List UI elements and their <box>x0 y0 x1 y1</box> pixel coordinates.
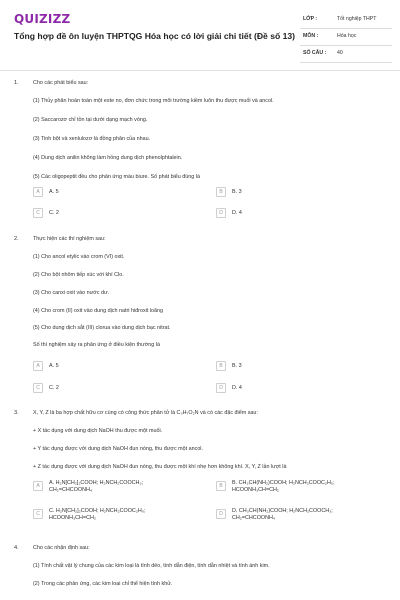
question-prompt: Cho các phát biểu sau: <box>33 80 89 86</box>
option-letter: C <box>33 509 43 519</box>
answer-option-c[interactable] <box>33 206 59 220</box>
option-letter: A <box>33 187 43 197</box>
option-line: HCOONH₃CH=CH₂ <box>232 487 279 493</box>
answer-option-d[interactable] <box>216 381 242 395</box>
option-letter: B <box>216 187 226 197</box>
option-line: HCOONH₃CH=CH₂ <box>49 515 96 521</box>
option-letter: D <box>216 509 226 519</box>
meta-label: SỐ CÂU : <box>303 50 327 56</box>
statement: (3) Cho canxi oxit vào nước dư. <box>33 290 110 296</box>
answer-option-c[interactable] <box>33 508 145 528</box>
answer-option-d[interactable] <box>216 508 333 528</box>
meta-value: 40 <box>337 50 343 56</box>
option-line: CH₂=CHCOONH₄ <box>232 515 276 521</box>
quizizz-logo: QUIZIZZ <box>14 12 71 26</box>
question-number: 3. <box>14 410 19 416</box>
answer-option-a[interactable] <box>33 185 59 199</box>
answer-option-b[interactable] <box>216 185 242 199</box>
meta-value: Tốt nghiệp THPT <box>337 16 377 22</box>
option-letter: D <box>216 383 226 393</box>
option-text: A. 5 <box>49 362 59 369</box>
statement: (4) Dung dịch anilin không làm hồng dung dịch phenolphtalein. <box>33 155 183 161</box>
statement: + Y tác dụng được với dung dịch NaOH đun nóng, thu được một ancol. <box>33 446 204 452</box>
option-text: C. 2 <box>49 384 59 391</box>
meta-row-count <box>300 48 392 63</box>
option-text: C. 2 <box>49 209 59 216</box>
option-text <box>49 480 143 494</box>
header-divider <box>0 70 400 71</box>
statement: (1) Tính chất vật lý chung của các kim loại là tính dẻo, tính dẫn điện, tính dẫn nhiệt và tính ánh kim. <box>33 563 270 569</box>
statement: (4) Cho crom (II) oxit vào dung dịch natri hiđroxit loãng <box>33 308 164 314</box>
option-text <box>232 480 335 494</box>
option-letter: B <box>216 361 226 371</box>
meta-table <box>300 14 392 65</box>
meta-value: Hóa học <box>337 33 357 39</box>
statement: (5) Các oligopeptit đều cho phản ứng màu biure. Số phát biểu đúng là <box>33 174 200 180</box>
answer-option-b[interactable] <box>216 480 335 500</box>
question-number: 2. <box>14 236 19 242</box>
option-text: D. 4 <box>232 209 242 216</box>
option-text: B. 3 <box>232 362 242 369</box>
statement: (1) Thủy phân hoàn toàn một este no, đơn chức trong môi trường kiềm luôn thu được muối và ancol. <box>33 98 274 104</box>
option-text: D. 4 <box>232 384 242 391</box>
question-prompt: X, Y, Z là ba hợp chất hữu cơ cùng có công thức phân tử là C₃H₇O₂N và có các đặc điểm sau: <box>33 410 258 416</box>
statement: (1) Cho ancol etylic vào crom (VI) oxit. <box>33 254 125 260</box>
option-text <box>49 508 145 522</box>
question-prompt: Cho các nhận định sau: <box>33 545 90 551</box>
page-title: Tổng hợp đề ôn luyện THPTQG Hóa học có lời giải chi tiết (Đề số 13) <box>14 31 296 41</box>
answer-option-a[interactable] <box>33 359 59 373</box>
option-line: C. H₂N[CH₂]₂COOH; H₂NCH₂COOC₂H₅; <box>49 508 146 514</box>
option-line: A. H₂N[CH₂]₂COOH; H₂NCH₂COOCH₃; <box>49 480 144 486</box>
statement: (5) Cho dung dịch sắt (III) clorua vào dung dịch bạc nitrat. <box>33 325 171 331</box>
option-text: A. 5 <box>49 188 59 195</box>
question-number: 1. <box>14 80 19 86</box>
option-line: D. CH₃CH(NH₂)COOH; H₂NCH₂COOCH₃; <box>232 508 333 514</box>
option-letter: D <box>216 208 226 218</box>
question-prompt: Thực hiện các thí nghiệm sau: <box>33 236 106 242</box>
statement: (2) Cho bột nhôm tiếp xúc với khí Clo. <box>33 272 124 278</box>
option-letter: A <box>33 361 43 371</box>
option-line: B. CH₃CH(NH₂)COOH; H₂NCH₂COOC₂H₅; <box>232 480 335 486</box>
meta-label: MÔN : <box>303 33 319 39</box>
question-number: 4. <box>14 545 19 551</box>
meta-row-subject <box>300 31 392 46</box>
statement: Số thí nghiệm xảy ra phản ứng ở điều kiện thường là <box>33 342 160 348</box>
meta-label: LỚP : <box>303 16 318 22</box>
option-letter: B <box>216 481 226 491</box>
statement: (2) Trong các phản ứng, các kim loại chỉ thể hiện tính khử. <box>33 581 173 587</box>
option-letter: C <box>33 208 43 218</box>
option-text <box>232 508 333 522</box>
statement: + X tác dụng với dung dịch NaOH thu được một muối. <box>33 428 163 434</box>
option-line: CH₂=CHCOONH₄ <box>49 487 93 493</box>
option-letter: A <box>33 481 43 491</box>
answer-option-b[interactable] <box>216 359 242 373</box>
option-letter: C <box>33 383 43 393</box>
statement: (3) Tinh bột và xenlulozơ là đồng phân của nhau. <box>33 136 151 142</box>
answer-option-d[interactable] <box>216 206 242 220</box>
page-header <box>0 0 400 62</box>
statement: + Z tác dụng được với dung dịch NaOH đun nóng, thu được một khí nhẹ hơn không khí. X, Y, Z lần lượt là <box>33 464 287 470</box>
statement: (2) Saccarozơ chỉ tồn tại dưới dạng mạch vòng. <box>33 117 148 123</box>
answer-option-a[interactable] <box>33 480 143 500</box>
option-text: B. 3 <box>232 188 242 195</box>
answer-option-c[interactable] <box>33 381 59 395</box>
meta-row-class <box>300 14 392 29</box>
